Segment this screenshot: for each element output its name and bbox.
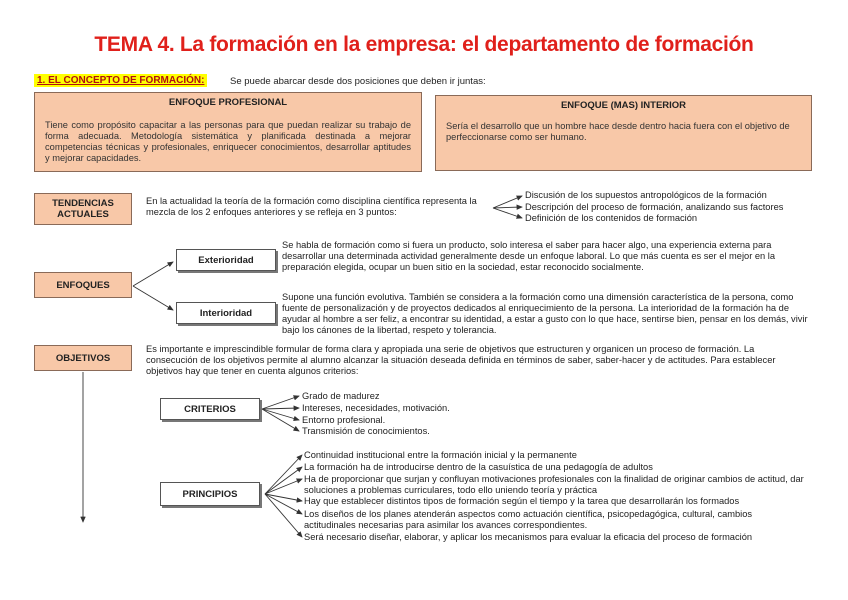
page-title: TEMA 4. La formación en la empresa: el departamento de formación: [94, 33, 754, 56]
principios-item: Hay que establecer distintos tipos de formación según el tiempo y la tarea que desarrollarán los formados: [304, 496, 740, 506]
tendencias-label-box: [34, 193, 132, 225]
principios-item: Ha de proporcionar que surjan y confluyan motivaciones profesionales con la finalidad de originar cambios de actitud, dar soluciones a problemas curriculares, todo ello uniendo teoría y práctica: [304, 474, 804, 495]
enfoque-interior-text: Sería el desarrollo que un hombre hace desde dentro hacia fuera con el objetivo de perfeccionarse como ser humano.: [446, 121, 790, 142]
criterios-item: Intereses, necesidades, motivación.: [302, 403, 450, 413]
interioridad-box: Interioridad: [176, 302, 276, 324]
enfoque-interior-title: ENFOQUE (MAS) INTERIOR: [560, 100, 687, 111]
section-label: 1. EL CONCEPTO DE FORMACIÓN:: [34, 74, 207, 87]
enfoque-profesional-title: ENFOQUE PROFESIONAL: [168, 97, 288, 108]
objetivos-label-box: OBJETIVOS: [34, 345, 132, 371]
exterioridad-text: Se habla de formación como si fuera un producto, solo interesa el saber para hacer algo, una experiencia externa para desarrollar una determinada actividad generalmente desde un enfoque laboral. Lo que más cuenta es ser el mejor en la preparación elegida, ocupar un buen sitio en la sociedad, estar reconocido socialmente.: [282, 240, 776, 272]
tendencias-label-line1: TENDENCIAS: [52, 198, 114, 209]
enfoque-interior-box: [435, 95, 812, 171]
tendencias-label-line2: ACTUALES: [57, 209, 109, 220]
criterios-box: CRITERIOS: [160, 398, 260, 420]
enfoques-label-box: ENFOQUES: [34, 272, 132, 298]
tendencias-point: Definición de los contenidos de formación: [525, 213, 698, 223]
interioridad-text: Supone una función evolutiva. También se considera a la formación como una dimensión característica de la persona, como fuente de personalización y de proyectos dedicados al enriquecimiento de la persona. La interioridad de la formación ha de ayudar al hombre a ser feliz, a encontrar su identidad, a estar a gusto con lo que hace, sentirse bien, pensar en los demás, vivir bajo los cánones de la libertad, respeto y tolerancia.: [282, 292, 808, 335]
section-intro: Se puede abarcar desde dos posiciones que deben ir juntas:: [230, 76, 486, 87]
tendencias-point: Discusión de los supuestos antropológicos de la formación: [525, 190, 767, 200]
exterioridad-box: Exterioridad: [176, 249, 276, 271]
enfoque-profesional-text: Tiene como propósito capacitar a las personas para que puedan realizar su trabajo de forma adecuada. Metodología sistemática y planificada destinada a mejorar competencias técnicas y profesionales, enriquecer conocimientos, desarrollar aptitudes y mejorar capacidades.: [45, 120, 411, 163]
tendencias-point: Descripción del proceso de formación, analizando sus factores: [525, 202, 784, 212]
criterios-item: Transmisión de conocimientos.: [302, 426, 430, 436]
principios-box: PRINCIPIOS: [160, 482, 260, 506]
principios-item: Los diseños de los planes atenderán aspectos como actuación científica, psicopedagógica, cultural, cambios actitudinales necesarias para asimilar los avances correspondientes.: [304, 509, 753, 530]
objetivos-text: Es importante e imprescindible formular de forma clara y apropiada una serie de objetivos que estructuren y organicen un proceso de formación. La consecución de los objetivos permite al alumno alcanzar la situación deseada definida en términos de saber, saber-hacer y de actitudes. Para establecer objetivos hay que tener en cuenta algunos criterios:: [146, 344, 776, 376]
principios-item: La formación ha de introducirse dentro de la casuística de una pedagogía de adultos: [304, 462, 653, 472]
criterios-item: Grado de madurez: [302, 391, 380, 401]
tendencias-text: En la actualidad la teoría de la formación como disciplina científica representa la mezcla de los 2 enfoques anteriores y se refleja en 3 puntos:: [146, 196, 477, 217]
criterios-item: Entorno profesional.: [302, 415, 386, 425]
principios-item: Continuidad institucional entre la formación inicial y la permanente: [304, 450, 577, 460]
principios-item: Será necesario diseñar, elaborar, y aplicar los mecanismos para evaluar la eficacia del proceso de formación: [304, 532, 753, 542]
enfoque-profesional-box: [34, 92, 422, 172]
